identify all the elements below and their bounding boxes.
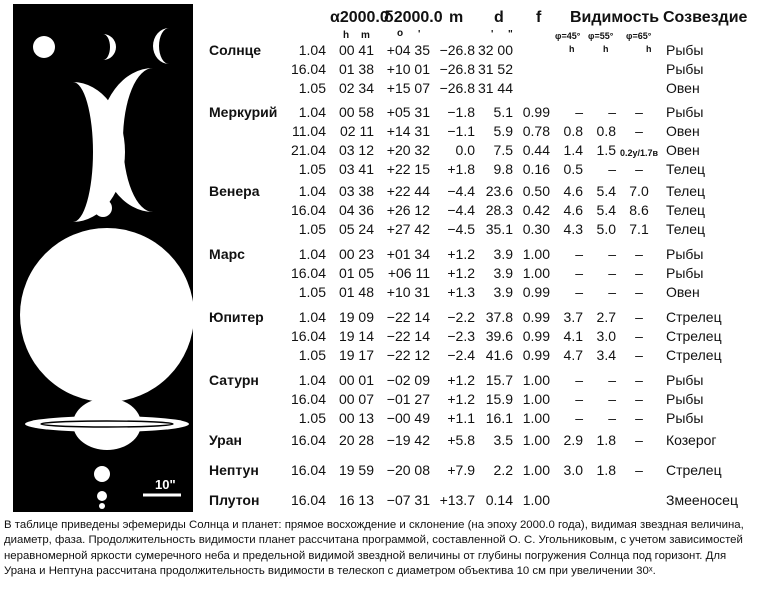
cell-d: 2.2 <box>493 462 513 478</box>
cell-v65: – <box>635 246 643 262</box>
cell-dec: −00 49 <box>386 410 430 426</box>
cell-dec: +15 07 <box>386 80 430 96</box>
cell-date: 1.04 <box>298 309 326 325</box>
cell-con: Рыбы <box>666 372 704 388</box>
cell-dec: +01 34 <box>386 246 430 262</box>
cell-f: 0.99 <box>522 104 550 120</box>
cell-ra: 19 59 <box>338 462 374 478</box>
cell-m: +1.3 <box>447 284 475 300</box>
cell-m: +5.8 <box>447 432 475 448</box>
unit-phi45: φ=45° <box>555 31 581 41</box>
cell-f: 1.00 <box>522 265 550 281</box>
cell-d: 41.6 <box>485 347 513 363</box>
cell-d: 32 00 <box>477 42 513 58</box>
cell-m: +1.2 <box>447 246 475 262</box>
pluto-disk <box>99 503 105 509</box>
cell-con: Овен <box>666 284 700 300</box>
cell-ra: 01 38 <box>338 61 374 77</box>
cell-dec: −02 09 <box>386 372 430 388</box>
cell-f: 0.50 <box>522 183 550 199</box>
cell-ra: 00 01 <box>338 372 374 388</box>
cell-ra: 04 36 <box>338 202 374 218</box>
body-name: Уран <box>209 432 242 448</box>
cell-ra: 00 13 <box>338 410 374 426</box>
cell-v55: 5.4 <box>596 202 616 218</box>
cell-ra: 01 05 <box>338 265 374 281</box>
cell-f: 0.99 <box>522 284 550 300</box>
cell-v55: 3.4 <box>596 347 616 363</box>
cell-v65: – <box>635 391 643 407</box>
cell-date: 16.04 <box>290 432 326 448</box>
cell-date: 1.05 <box>298 161 326 177</box>
cell-ra: 16 13 <box>338 492 374 508</box>
cell-f: 0.78 <box>522 123 550 139</box>
cell-v45: – <box>575 265 583 281</box>
cell-ra: 00 23 <box>338 246 374 262</box>
body-name: Марс <box>209 246 245 262</box>
cell-dec: +10 01 <box>386 61 430 77</box>
cell-v45: – <box>575 246 583 262</box>
cell-ra: 19 14 <box>338 328 374 344</box>
cell-m: −4.4 <box>447 202 475 218</box>
cell-v55: 0.8 <box>596 123 616 139</box>
cell-d: 3.9 <box>493 246 513 262</box>
cell-dec: −22 12 <box>386 347 430 363</box>
cell-v55: – <box>608 161 616 177</box>
unit-vis-h1: h <box>569 44 575 54</box>
cell-date: 1.05 <box>298 221 326 237</box>
cell-f: 1.00 <box>522 372 550 388</box>
cell-date: 16.04 <box>290 391 326 407</box>
cell-v65: – <box>635 104 643 120</box>
table-caption: В таблице приведены эфемериды Солнца и планет: прямое восхождение и склонение (на эпоху 2000.0 года), видимая звездная величина, диаметр, фаза. Продолжительность видимости планет рассчитана программой, составленной О. С. Угольниковым, с учетом зависимостей неравномерной яркости сумеречного неба и предельной видимой звездной величины от глубины погружения Солнца под горизонт. Для Урана и Нептуна рассчитана продолжительность видимости в телескоп с диаметром объектива 10 см при увеличении 30ˣ. <box>4 519 744 578</box>
cell-v55: – <box>608 246 616 262</box>
body-name: Меркурий <box>209 104 278 120</box>
cell-f: 1.00 <box>522 391 550 407</box>
cell-d: 23.6 <box>485 183 513 199</box>
cell-date: 1.05 <box>298 410 326 426</box>
cell-ra: 00 58 <box>338 104 374 120</box>
cell-d: 0.14 <box>485 492 513 508</box>
cell-f: 1.00 <box>522 462 550 478</box>
cell-v55: – <box>608 104 616 120</box>
cell-date: 16.04 <box>290 492 326 508</box>
cell-ra: 19 17 <box>338 347 374 363</box>
cell-m: +1.2 <box>447 265 475 281</box>
cell-v45: 0.5 <box>563 161 583 177</box>
cell-v45: 4.6 <box>563 202 583 218</box>
cell-d: 9.8 <box>493 161 513 177</box>
cell-m: −2.3 <box>447 328 475 344</box>
cell-ra: 20 28 <box>338 432 374 448</box>
body-name: Юпитер <box>209 309 264 325</box>
cell-v45: 4.6 <box>563 183 583 199</box>
cell-con: Стрелец <box>666 347 722 363</box>
cell-m: −2.2 <box>447 309 475 325</box>
header-visibility: Видимость <box>570 9 660 26</box>
cell-v55: 1.5 <box>596 142 616 158</box>
cell-v55: 5.4 <box>596 183 616 199</box>
cell-d: 31 44 <box>477 80 513 96</box>
cell-d: 31 52 <box>477 61 513 77</box>
header-magnitude: m <box>449 9 464 26</box>
cell-date: 1.05 <box>298 80 326 96</box>
cell-date: 11.04 <box>292 123 326 139</box>
cell-f: 0.99 <box>522 309 550 325</box>
cell-v55: – <box>608 372 616 388</box>
cell-con: Телец <box>666 183 706 199</box>
cell-v45: 4.7 <box>563 347 583 363</box>
mercury-disk-full <box>33 36 55 58</box>
cell-dec: −20 08 <box>386 462 430 478</box>
cell-dec: −22 14 <box>386 309 430 325</box>
cell-m: +13.7 <box>439 492 475 508</box>
cell-v65: 8.6 <box>629 202 649 218</box>
cell-m: −4.5 <box>447 221 475 237</box>
cell-v45: – <box>575 410 583 426</box>
cell-date: 1.05 <box>298 347 326 363</box>
cell-dec: −07 31 <box>386 492 430 508</box>
cell-m: +1.8 <box>447 161 475 177</box>
cell-d: 7.5 <box>493 142 513 158</box>
header-constellation: Созвездие <box>663 9 748 26</box>
cell-con: Рыбы <box>666 246 704 262</box>
header-alpha: α2000.0 <box>330 9 389 26</box>
cell-v45: 2.9 <box>563 432 583 448</box>
cell-f: 0.99 <box>522 328 550 344</box>
cell-date: 16.04 <box>290 328 326 344</box>
cell-v65: – <box>635 410 643 426</box>
unit-phi65: φ=65° <box>626 31 652 41</box>
cell-f: 0.16 <box>522 161 550 177</box>
cell-date: 1.04 <box>298 104 326 120</box>
cell-dec: +14 31 <box>386 123 430 139</box>
mercury-disk-crescent <box>153 28 169 64</box>
cell-con: Рыбы <box>666 410 704 426</box>
cell-v65: 7.0 <box>629 183 649 199</box>
cell-con: Стрелец <box>666 309 722 325</box>
cell-con: Рыбы <box>666 61 704 77</box>
cell-ra: 03 12 <box>338 142 374 158</box>
cell-v45: 4.3 <box>563 221 583 237</box>
planet-disks-illustration <box>13 4 193 512</box>
cell-con: Телец <box>666 221 706 237</box>
cell-d: 16.1 <box>485 410 513 426</box>
cell-dec: +22 15 <box>386 161 430 177</box>
cell-d: 3.9 <box>493 265 513 281</box>
cell-d: 15.7 <box>485 372 513 388</box>
cell-v65: – <box>635 347 643 363</box>
cell-ra: 05 24 <box>338 221 374 237</box>
saturn-body <box>73 398 141 450</box>
cell-con: Овен <box>666 142 700 158</box>
header-delta: δ2000.0 <box>384 9 443 26</box>
unit-delta-deg: o <box>397 28 404 39</box>
cell-date: 16.04 <box>290 265 326 281</box>
cell-date: 1.04 <box>298 42 326 58</box>
cell-v45: – <box>575 104 583 120</box>
cell-dec: −01 27 <box>386 391 430 407</box>
cell-v65: – <box>635 328 643 344</box>
cell-con: Телец <box>666 161 706 177</box>
cell-d: 35.1 <box>485 221 513 237</box>
cell-con: Овен <box>666 123 700 139</box>
cell-v65: – <box>635 372 643 388</box>
unit-alpha-m: m <box>361 30 370 41</box>
cell-v55: – <box>608 410 616 426</box>
cell-f: 1.00 <box>522 410 550 426</box>
cell-v45: 3.7 <box>563 309 583 325</box>
cell-m: −26.8 <box>439 42 475 58</box>
cell-v65: – <box>635 432 643 448</box>
cell-v65: – <box>635 284 643 300</box>
cell-d: 39.6 <box>485 328 513 344</box>
cell-m: +7.9 <box>447 462 475 478</box>
cell-m: +1.2 <box>447 391 475 407</box>
unit-delta-min: ' <box>418 29 421 40</box>
unit-phi55: φ=55° <box>588 31 614 41</box>
cell-date: 16.04 <box>290 202 326 218</box>
unit-alpha-h: h <box>343 30 350 41</box>
unit-d-sec: " <box>508 29 513 40</box>
cell-ra: 00 07 <box>338 391 374 407</box>
cell-date: 16.04 <box>290 462 326 478</box>
body-name: Сатурн <box>209 372 259 388</box>
cell-d: 5.1 <box>493 104 513 120</box>
body-name: Плутон <box>209 492 260 508</box>
cell-ra: 03 38 <box>338 183 374 199</box>
cell-dec: +05 31 <box>386 104 430 120</box>
planet-disks-panel <box>13 4 193 512</box>
cell-d: 5.9 <box>493 123 513 139</box>
cell-m: −1.8 <box>447 104 475 120</box>
cell-con: Рыбы <box>666 42 704 58</box>
cell-date: 1.04 <box>298 183 326 199</box>
cell-m: −4.4 <box>447 183 475 199</box>
cell-v65: – <box>635 309 643 325</box>
cell-v55: 5.0 <box>596 221 616 237</box>
cell-v65: – <box>635 462 643 478</box>
cell-date: 16.04 <box>290 61 326 77</box>
neptune-disk <box>97 491 107 501</box>
body-name: Венера <box>209 183 260 199</box>
cell-v45: 3.0 <box>563 462 583 478</box>
cell-d: 15.9 <box>485 391 513 407</box>
cell-v65: – <box>635 265 643 281</box>
body-name: Солнце <box>209 42 262 58</box>
cell-con: Рыбы <box>666 104 704 120</box>
cell-ra: 03 41 <box>338 161 374 177</box>
cell-dec: +20 32 <box>386 142 430 158</box>
cell-ra: 19 09 <box>338 309 374 325</box>
cell-con: Рыбы <box>666 391 704 407</box>
cell-d: 3.5 <box>493 432 513 448</box>
cell-ra: 02 34 <box>338 80 374 96</box>
cell-v65: 7.1 <box>629 221 649 237</box>
cell-m: −2.4 <box>447 347 475 363</box>
unit-vis-h2: h <box>603 44 609 54</box>
jupiter-disk <box>20 228 193 402</box>
cell-f: 1.00 <box>522 246 550 262</box>
cell-m: +1.2 <box>447 372 475 388</box>
cell-dec: −22 14 <box>386 328 430 344</box>
cell-f: 0.44 <box>522 142 550 158</box>
header-diameter: d <box>494 9 504 26</box>
cell-dec: +27 42 <box>386 221 430 237</box>
cell-date: 1.04 <box>298 372 326 388</box>
cell-date: 21.04 <box>290 142 326 158</box>
cell-m: 0.0 <box>455 142 475 158</box>
mercury-disk-gibbous <box>103 34 116 60</box>
cell-ra: 01 48 <box>338 284 374 300</box>
cell-con: Змееносец <box>666 492 738 508</box>
cell-v55: 3.0 <box>596 328 616 344</box>
cell-v55: – <box>608 391 616 407</box>
cell-con: Овен <box>666 80 700 96</box>
cell-date: 1.05 <box>298 284 326 300</box>
cell-con: Стрелец <box>666 328 722 344</box>
cell-ra: 00 41 <box>338 42 374 58</box>
cell-v65: 0.2у/1.7в <box>619 148 659 158</box>
cell-v65: – <box>635 161 643 177</box>
cell-v45: 4.1 <box>563 328 583 344</box>
cell-con: Козерог <box>666 432 717 448</box>
cell-con: Телец <box>666 202 706 218</box>
cell-v45: – <box>575 372 583 388</box>
unit-d-min: ' <box>491 29 494 40</box>
cell-m: −26.8 <box>439 61 475 77</box>
cell-v45: 0.8 <box>563 123 583 139</box>
cell-f: 0.30 <box>522 221 550 237</box>
cell-d: 37.8 <box>485 309 513 325</box>
cell-dec: +22 44 <box>386 183 430 199</box>
cell-dec: +04 35 <box>386 42 430 58</box>
header-phase: f <box>536 9 542 26</box>
unit-vis-h3: h <box>646 44 652 54</box>
cell-v55: 1.8 <box>596 462 616 478</box>
cell-d: 28.3 <box>485 202 513 218</box>
cell-dec: −19 42 <box>386 432 430 448</box>
cell-v55: 2.7 <box>596 309 616 325</box>
cell-f: 0.42 <box>522 202 550 218</box>
cell-m: +1.1 <box>447 410 475 426</box>
scale-label: 10" <box>155 477 176 492</box>
cell-m: −26.8 <box>439 80 475 96</box>
cell-v55: – <box>608 265 616 281</box>
cell-f: 1.00 <box>522 432 550 448</box>
cell-d: 3.9 <box>493 284 513 300</box>
cell-v55: – <box>608 284 616 300</box>
mars-disk <box>94 199 112 217</box>
cell-f: 1.00 <box>522 492 550 508</box>
uranus-disk <box>94 466 110 482</box>
cell-dec: +26 12 <box>386 202 430 218</box>
cell-con: Стрелец <box>666 462 722 478</box>
cell-v45: – <box>575 284 583 300</box>
cell-ra: 02 11 <box>340 123 374 139</box>
cell-f: 0.99 <box>522 347 550 363</box>
cell-dec: +06 11 <box>387 265 430 281</box>
cell-v45: 1.4 <box>563 142 583 158</box>
cell-m: −1.1 <box>447 123 475 139</box>
cell-date: 1.04 <box>298 246 326 262</box>
cell-con: Рыбы <box>666 265 704 281</box>
cell-dec: +10 31 <box>386 284 430 300</box>
cell-v45: – <box>575 391 583 407</box>
cell-v65: – <box>635 123 643 139</box>
cell-v55: 1.8 <box>596 432 616 448</box>
body-name: Нептун <box>209 462 259 478</box>
